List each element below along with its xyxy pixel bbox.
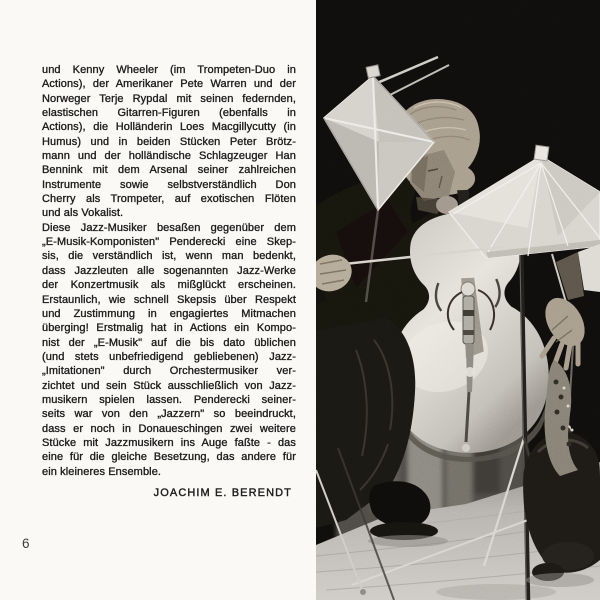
text-line: musikern spielen lassen. Penderecki seiner-	[42, 393, 296, 406]
text-line: Cherry als Trompeter, auf exotischen Flöten	[42, 193, 296, 206]
text-line: Instrumente sowie selbstverständlich Don	[42, 178, 296, 191]
text-line: und Zustimmung in engagiertes Mitmachen	[42, 307, 296, 320]
text-line: und als Vokalist.	[42, 207, 124, 220]
text-line: und Kenny Wheeler (im Trompeten-Duo in	[42, 64, 296, 76]
text-line: Diese Jazz-Musiker besaßen gegenüber dem	[42, 221, 296, 234]
text-line: Actions), der Amerikaner Pete Warren und der	[42, 78, 296, 91]
text-line: zichtet und sein Stück ausschließlich von Jazz-	[42, 379, 296, 392]
text-line: Stücke mit Jazzmusikern ins Auge faßte - das	[42, 436, 296, 449]
page-number: 6	[22, 536, 31, 551]
text-line: der Konzertmusik als mißglückt erscheinen.	[42, 279, 296, 292]
text-line: ein kleineres Ensemble.	[42, 465, 162, 478]
author-byline: JOACHIM E. BERENDT	[153, 487, 292, 499]
text-line: Actions), die Holländerin Loes Macgillycutty (in	[42, 121, 296, 134]
body-text	[42, 63, 296, 479]
text-line: eine für die gleiche Besetzung, das andere für	[42, 451, 296, 464]
text-line: „E-Musik-Komponisten" Penderecki eine Skep-	[42, 236, 296, 249]
text-line: sis, die verständlich ist, wenn man bedenkt,	[42, 250, 296, 263]
text-line: dass Jazzleuten alle sogenannten Jazz-Werke	[42, 264, 296, 277]
text-line: Bennink mit dem Arsenal seiner zahlreichen	[42, 164, 296, 177]
text-line: Humus) und in beiden Stücken Peter Brötz-	[42, 135, 296, 148]
text-line: „Imitationen" durch Orchestermusiker ver-	[42, 365, 296, 378]
text-line: Erstaunlich, wie schnell Skepsis über Respekt	[42, 293, 296, 306]
text-line: elastischen Gitarren-Figuren (ebenfalls in	[42, 107, 296, 120]
film-grain-overlay	[316, 0, 600, 600]
text-line: mann und der holländische Schlagzeuger Han	[42, 150, 296, 163]
text-line: nist der „E-Musik" auf die bis dato üblichen	[42, 336, 296, 349]
stage-photo	[316, 0, 600, 600]
text-line: überging! Erstmalig hat in Actions ein Kompo-	[42, 322, 296, 335]
text-line: dass er noch in Donaueschingen zwei weitere	[42, 422, 296, 435]
text-line: (und stets unbefriedigend gebliebenen) Jazz-	[42, 350, 296, 363]
text-line: Norweger Terje Rypdal mit seinen federnden,	[42, 92, 296, 105]
stage-photo-illustration	[316, 0, 600, 600]
text-line: seits war von den „Jazzern" so beeindruckt,	[42, 408, 296, 421]
